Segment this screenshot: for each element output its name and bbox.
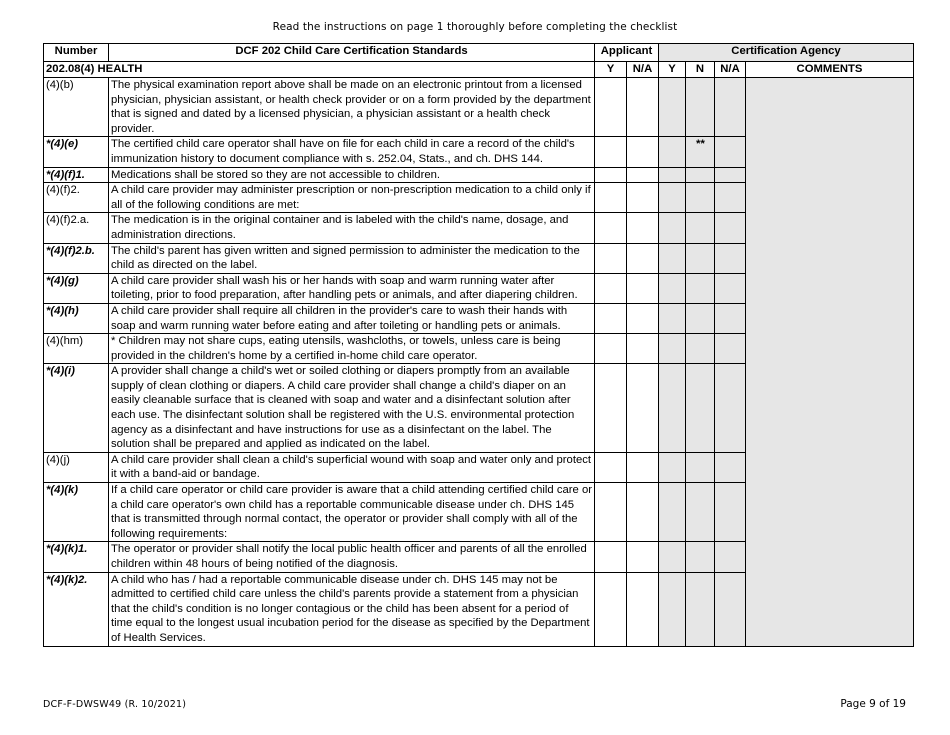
form-id: DCF-F-DWSW49 (R. 10/2021) [43, 699, 187, 710]
requirement-text: The certified child care operator shall have on file for each child in care a record of the child's immunization history to document compliance with s. 252.04, Stats., and ch. DHS 144. [109, 137, 595, 167]
certification-agency-header: Certification Agency [659, 44, 914, 62]
requirement-number: *(4)(h) [44, 303, 109, 333]
applicant-y-cell[interactable] [595, 167, 627, 183]
agency-y-cell[interactable] [659, 167, 686, 183]
agency-y-cell[interactable] [659, 364, 686, 453]
agency-na-header: N/A [715, 62, 746, 78]
agency-n-cell[interactable] [686, 273, 715, 303]
agency-y-cell[interactable] [659, 303, 686, 333]
agency-na-cell[interactable] [715, 483, 746, 542]
agency-y-cell[interactable] [659, 334, 686, 364]
header-row [44, 44, 914, 62]
requirement-number: (4)(hm) [44, 334, 109, 364]
requirement-text: A child care provider shall require all children in the provider's care to wash their hands with soap and warm running water before eating and after toileting or handling pets or animals. [109, 303, 595, 333]
applicant-na-cell[interactable] [627, 243, 659, 273]
applicant-y-cell[interactable] [595, 483, 627, 542]
applicant-y-cell[interactable] [595, 243, 627, 273]
agency-na-cell[interactable] [715, 364, 746, 453]
applicant-y-cell[interactable] [595, 334, 627, 364]
requirement-number: *(4)(k)1. [44, 542, 109, 572]
requirement-text: A child care provider shall clean a child's superficial wound with soap and water only and protect it with a band-aid or bandage. [109, 452, 595, 482]
agency-y-cell[interactable] [659, 273, 686, 303]
applicant-y-cell[interactable] [595, 452, 627, 482]
agency-n-cell[interactable] [686, 542, 715, 572]
agency-y-cell[interactable] [659, 542, 686, 572]
agency-na-cell[interactable] [715, 572, 746, 646]
applicant-header: Applicant [595, 44, 659, 62]
applicant-na-cell[interactable] [627, 167, 659, 183]
agency-n-cell[interactable] [686, 213, 715, 243]
page-number: Page 9 of 19 [840, 698, 906, 710]
agency-na-cell[interactable] [715, 452, 746, 482]
requirement-number: *(4)(f)2.b. [44, 243, 109, 273]
requirement-text: * Children may not share cups, eating utensils, washcloths, or towels, unless care is being provided in the children's home by a certified in-home child care operator. [109, 334, 595, 364]
requirement-text: The physical examination report above shall be made on an electronic printout from a licensed physician, physician assistant, or health check provider or on a form provided by the department that is signed and dated by a licensed physician, a physician assistant or a health check provider. [109, 78, 595, 137]
agency-y-cell[interactable] [659, 78, 686, 137]
standards-header: DCF 202 Child Care Certification Standards [109, 44, 595, 62]
applicant-y-cell[interactable] [595, 572, 627, 646]
requirement-number: *(4)(f)1. [44, 167, 109, 183]
applicant-y-cell[interactable] [595, 78, 627, 137]
agency-n-cell[interactable] [686, 167, 715, 183]
requirement-text: A child care provider shall wash his or her hands with soap and warm running water after toileting, prior to food preparation, after handling pets or animals, and after diapering children. [109, 273, 595, 303]
agency-n-cell[interactable] [686, 572, 715, 646]
number-header: Number [44, 44, 109, 62]
requirement-number: (4)(f)2.a. [44, 213, 109, 243]
applicant-na-header: N/A [627, 62, 659, 78]
applicant-y-cell[interactable] [595, 213, 627, 243]
agency-na-cell[interactable] [715, 78, 746, 137]
agency-y-cell[interactable] [659, 183, 686, 213]
agency-n-cell[interactable] [686, 303, 715, 333]
agency-y-cell[interactable] [659, 452, 686, 482]
agency-na-cell[interactable] [715, 303, 746, 333]
requirement-text: Medications shall be stored so they are not accessible to children. [109, 167, 595, 183]
requirement-number: *(4)(k)2. [44, 572, 109, 646]
agency-y-cell[interactable] [659, 483, 686, 542]
requirement-number: (4)(j) [44, 452, 109, 482]
applicant-y-cell[interactable] [595, 303, 627, 333]
agency-n-cell[interactable] [686, 334, 715, 364]
applicant-na-cell[interactable] [627, 213, 659, 243]
agency-na-cell[interactable] [715, 213, 746, 243]
requirement-number: (4)(b) [44, 78, 109, 137]
agency-y-header: Y [659, 62, 686, 78]
applicant-y-cell[interactable] [595, 542, 627, 572]
applicant-y-cell[interactable] [595, 137, 627, 167]
agency-na-cell[interactable] [715, 137, 746, 167]
requirement-text: A child who has / had a reportable communicable disease under ch. DHS 145 may not be admitted to certified child care unless the child's parents provide a statement from a physician that the child's condition is no longer contagious or the child has been absent for a period of time equal to the longest usual incubation period for the disease as specified by the Department of Health Services. [109, 572, 595, 646]
section-title: 202.08(4) HEALTH [44, 62, 595, 78]
agency-n-cell[interactable] [686, 78, 715, 137]
agency-n-cell[interactable]: ** [686, 137, 715, 167]
requirement-text: If a child care operator or child care provider is aware that a child attending certified child care or a child care operator's own child has a reportable communicable disease under ch. DHS 145 that is transmitted through normal contact, the operator or provider shall comply with all of the following requirements: [109, 483, 595, 542]
applicant-na-cell[interactable] [627, 303, 659, 333]
applicant-na-cell[interactable] [627, 483, 659, 542]
applicant-y-cell[interactable] [595, 273, 627, 303]
agency-n-cell[interactable] [686, 483, 715, 542]
agency-y-cell[interactable] [659, 572, 686, 646]
agency-na-cell[interactable] [715, 167, 746, 183]
agency-na-cell[interactable] [715, 542, 746, 572]
agency-n-header: N [686, 62, 715, 78]
agency-na-cell[interactable] [715, 334, 746, 364]
applicant-na-cell[interactable] [627, 334, 659, 364]
requirement-number: *(4)(i) [44, 364, 109, 453]
requirement-number: *(4)(e) [44, 137, 109, 167]
requirement-row [44, 78, 914, 137]
requirement-text: A provider shall change a child's wet or soiled clothing or diapers promptly from an available supply of clean clothing or diapers. A child care provider shall change a child's diaper on an easily cleanable surface that is cleaned with soap and water and a disinfectant solution after each use. The disinfectant solution shall be registered with the U.S. environmental protection agency as a disinfectant and have instructions for use as a disinfectant on the label. The solution shall be prepared and applied as indicated on the label. [109, 364, 595, 453]
applicant-na-cell[interactable] [627, 137, 659, 167]
requirement-number: *(4)(g) [44, 273, 109, 303]
agency-y-cell[interactable] [659, 243, 686, 273]
applicant-na-cell[interactable] [627, 542, 659, 572]
applicant-y-header: Y [595, 62, 627, 78]
applicant-na-cell[interactable] [627, 364, 659, 453]
section-row [44, 62, 914, 78]
requirement-text: The operator or provider shall notify the local public health officer and parents of all the enrolled children within 48 hours of being notified of the diagnosis. [109, 542, 595, 572]
agency-y-cell[interactable] [659, 137, 686, 167]
certification-checklist-table [43, 43, 914, 647]
requirement-text: A child care provider may administer prescription or non-prescription medication to a child only if all of the following conditions are met: [109, 183, 595, 213]
applicant-na-cell[interactable] [627, 572, 659, 646]
requirement-text: The child's parent has given written and signed permission to administer the medication to the child as directed on the label. [109, 243, 595, 273]
applicant-na-cell[interactable] [627, 78, 659, 137]
applicant-na-cell[interactable] [627, 183, 659, 213]
agency-na-cell[interactable] [715, 273, 746, 303]
comments-field[interactable] [746, 78, 914, 647]
agency-n-cell[interactable] [686, 452, 715, 482]
agency-y-cell[interactable] [659, 213, 686, 243]
applicant-na-cell[interactable] [627, 452, 659, 482]
agency-na-cell[interactable] [715, 243, 746, 273]
requirement-number: *(4)(k) [44, 483, 109, 542]
applicant-y-cell[interactable] [595, 183, 627, 213]
applicant-na-cell[interactable] [627, 273, 659, 303]
applicant-y-cell[interactable] [595, 364, 627, 453]
comments-header: COMMENTS [746, 62, 914, 78]
agency-na-cell[interactable] [715, 183, 746, 213]
agency-n-cell[interactable] [686, 243, 715, 273]
requirement-number: (4)(f)2. [44, 183, 109, 213]
agency-n-cell[interactable] [686, 183, 715, 213]
agency-n-cell[interactable] [686, 364, 715, 453]
instructions-note: Read the instructions on page 1 thoroughly before completing the checklist [272, 21, 678, 33]
requirement-text: The medication is in the original container and is labeled with the child's name, dosage, and administration directions. [109, 213, 595, 243]
